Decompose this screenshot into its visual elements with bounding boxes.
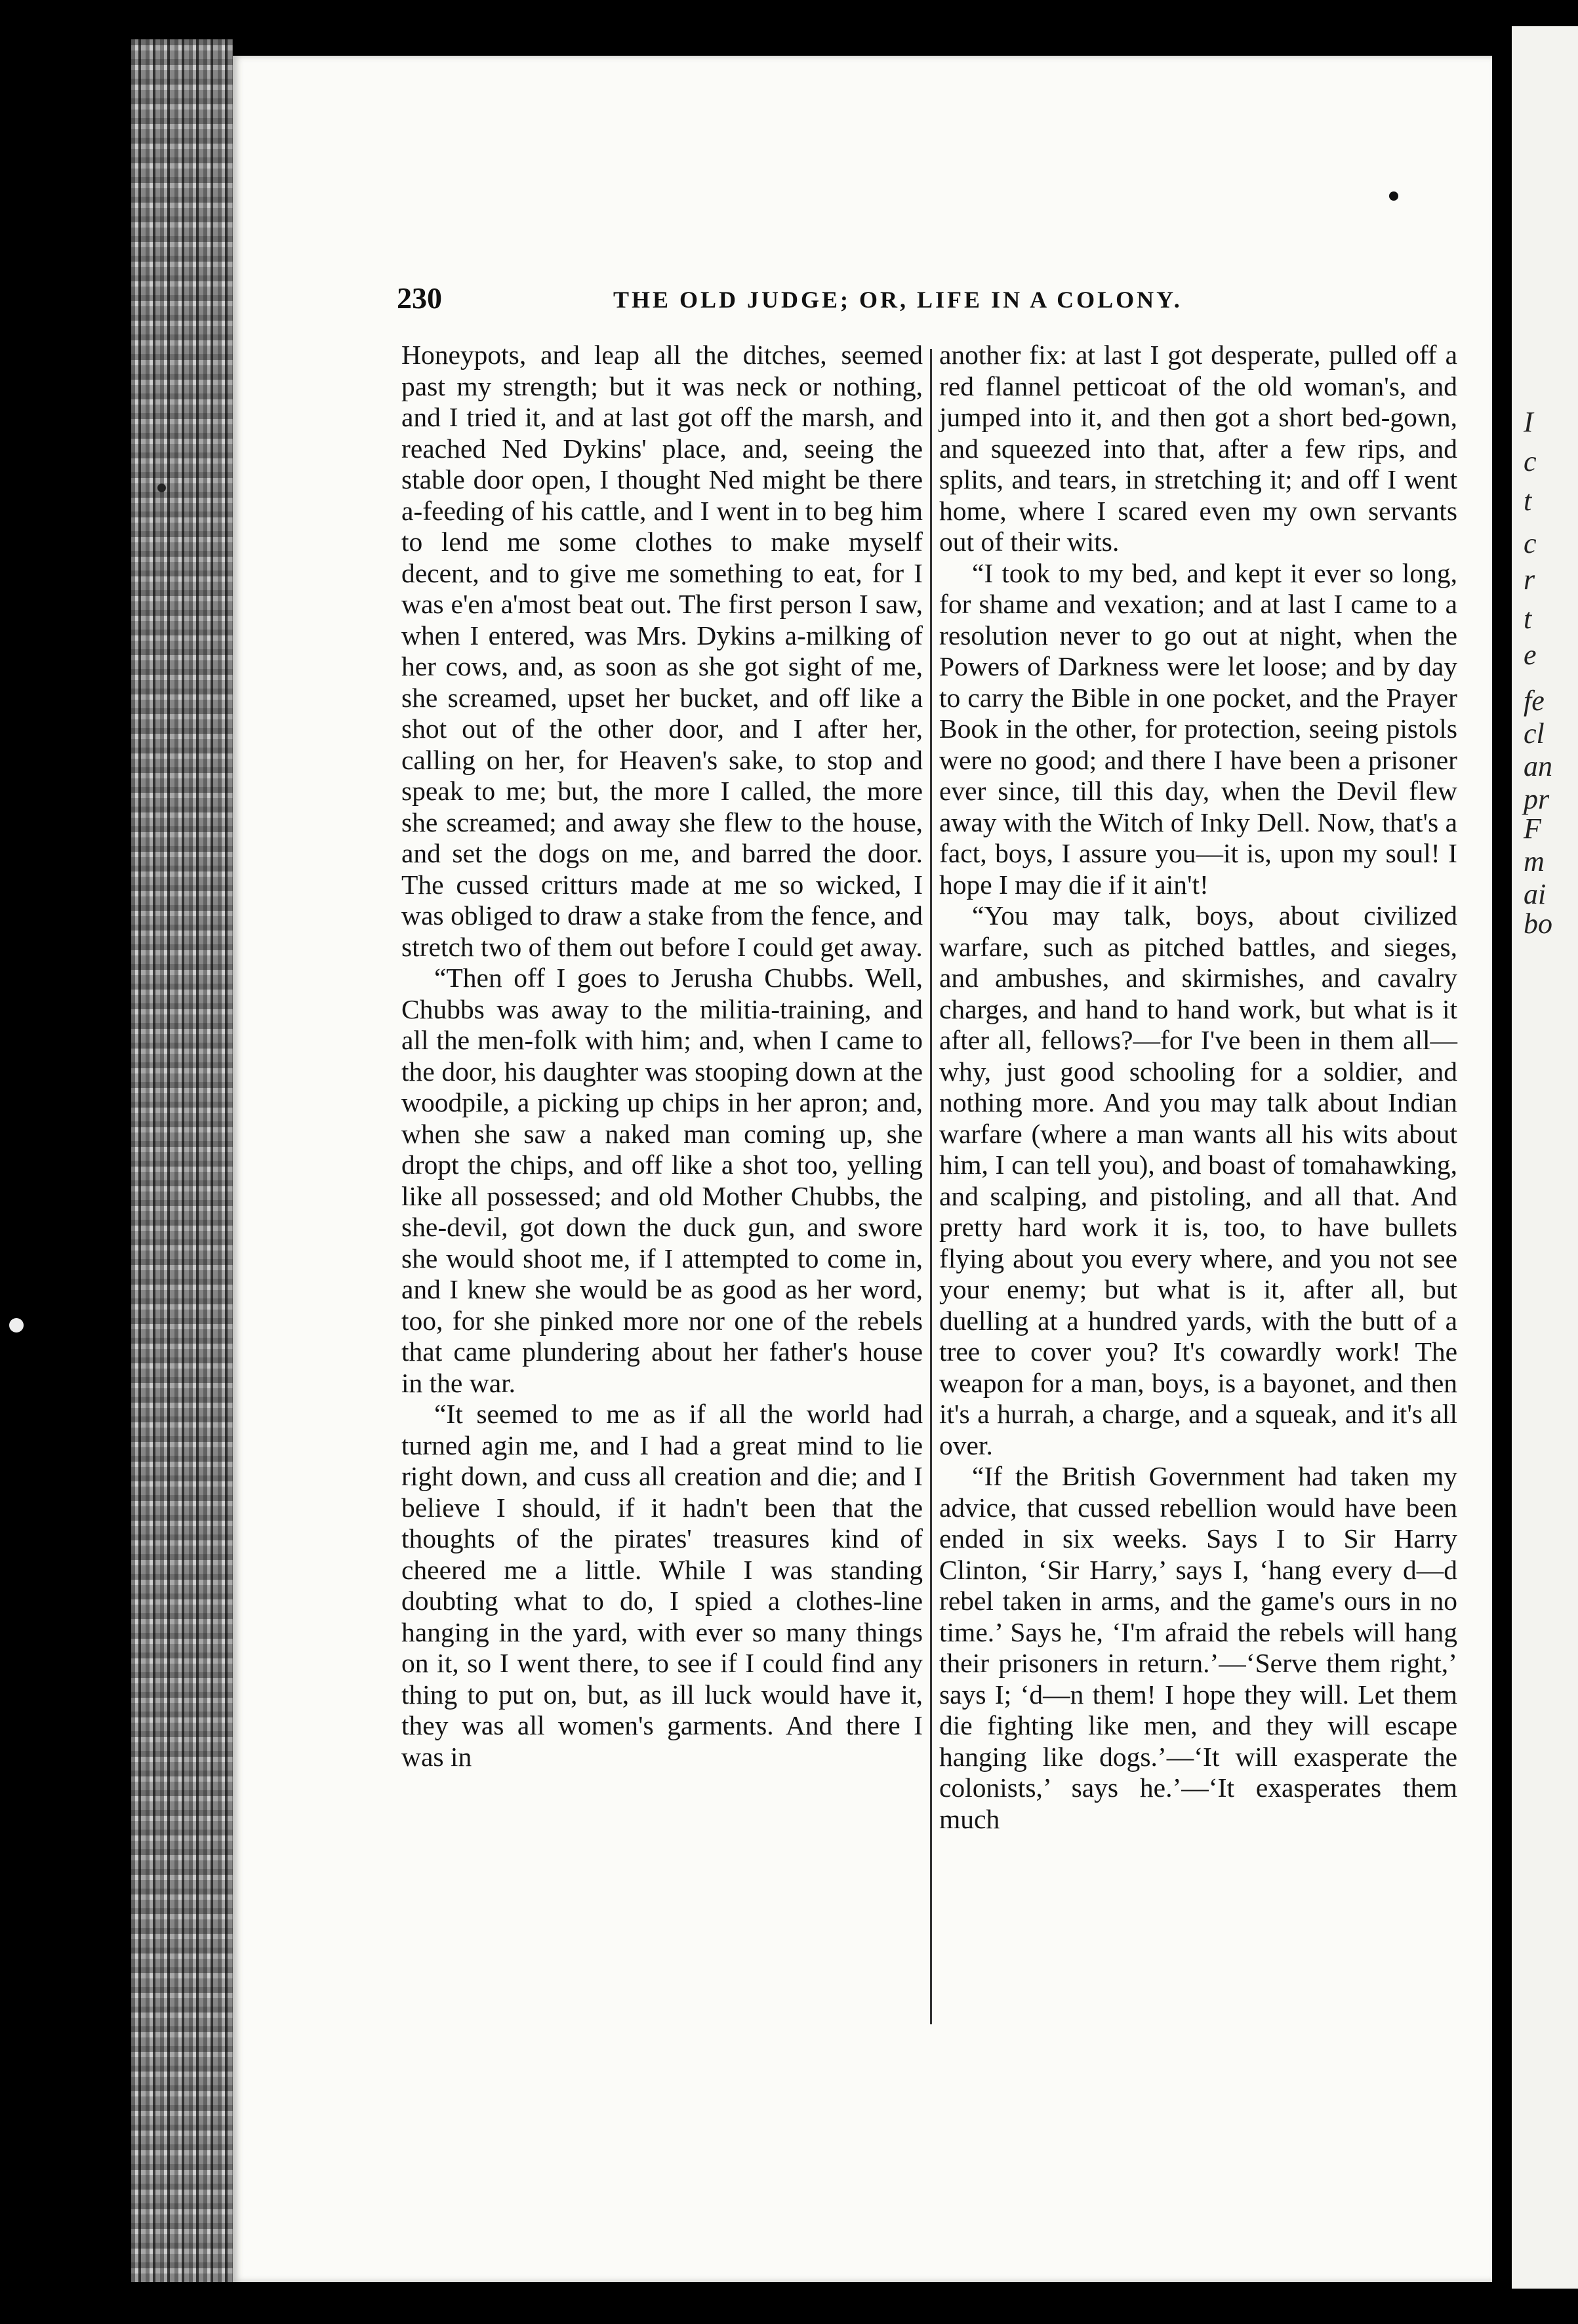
margin-letter: c: [1524, 527, 1537, 559]
running-title: THE OLD JUDGE; OR, LIFE IN A COLONY.: [613, 287, 1183, 313]
paragraph: “It seemed to me as if all the world had turned agin me, and I had a great mind to lie right down, and cuss all creation and die; and I believe I should, if it hadn't been that the thoughts of the pirates' treasures kind of cheered me a little. While I was standing doubting what to do, I spied a clothes-line hanging in the yard, with ever so many things on it, so I went there, to see if I could find any thing to put on, but, as ill luck would have it, they was all women's garments. And there I was in: [401, 1399, 923, 1772]
margin-letter: an: [1524, 750, 1552, 782]
page-gutter: [1492, 26, 1512, 2289]
book-spine: [131, 39, 233, 2282]
margin-letter: r: [1524, 563, 1535, 595]
page-header: [397, 281, 1223, 320]
margin-letter: c: [1524, 445, 1537, 477]
page-number: 230: [397, 281, 442, 315]
margin-letter: e: [1524, 639, 1537, 671]
left-column: [401, 340, 923, 1773]
paragraph: “If the British Government had taken my advice, that cussed rebellion would have been ended in six weeks. Says I to Sir Harry Clinton, ‘Sir Harry,’ says I, ‘hang every d—d rebel taken in arms, and the game's ours in no time.’ Says he, ‘I'm afraid the rebels will hang their prisoners in return.’—‘Serve them right,’ says I; ‘d—n them! I hope they will. Let them die fighting like men, and they will escape hanging like dogs.’—‘It will exasperate the colonists,’ says he.’—‘It exasperates them much: [939, 1461, 1457, 1834]
ink-speck: [1389, 191, 1398, 201]
right-column: [939, 340, 1457, 1835]
margin-letter: I: [1524, 406, 1533, 438]
paragraph: another fix: at last I got desperate, pulled off a red flannel petticoat of the old woman's, and jumped into it, and then got a short bed-gown, and squeezed into that, after a few rips, and splits, and tears, in stretching it; and off I went home, where I scared even my own servants out of their wits.: [939, 340, 1457, 557]
paragraph: “Then off I goes to Jerusha Chubbs. Well, Chubbs was away to the militia-training, and all the men-folk with him; and, when I came to the door, his daughter was stooping down at the woodpile, a picking up chips in her apron; and, when she saw a naked man coming up, she dropt the chips, and off like a shot too, yelling like all possessed; and old Mother Chubbs, the she-devil, got down the duck gun, and swore she would shoot me, if I attempted to come in, and I knew she would be as good as her word, too, for she pinked more nor one of the rebels that came plundering about her father's house in the war.: [401, 963, 923, 1398]
margin-letter: t: [1524, 603, 1532, 635]
margin-letter: bo: [1524, 908, 1552, 940]
column-divider: [930, 349, 932, 2024]
facing-page-fragment: [1512, 26, 1578, 2289]
paragraph: “You may talk, boys, about civilized warfare, such as pitched battles, and sieges, and ambushes, and skirmishes, and cavalry charges, and hand to hand work, but what is it after all, fellows?—for I've been in them all—why, just good schooling for a soldier, and nothing more. And you may talk about Indian warfare (where a man wants all his wits about him, I can tell you), and boast of tomahawking, and scalping, and pistoling, and all that. And pretty hard work it is, too, to have bullets flying about you every where, and you not see your enemy; but what is it, after all, but duelling at a hundred yards, with the butt of a tree to cover you? It's cowardly work! The weapon for a man, boys, is a bayonet, and then it's a hurrah, a charge, and a squeak, and it's all over.: [939, 900, 1457, 1460]
paragraph: Honeypots, and leap all the ditches, seemed past my strength; but it was neck or nothing, and I tried it, and at last got off the marsh, and reached Ned Dykins' place, and, seeing the stable door open, I thought Ned might be there a-feeding of his cattle, and I went in to beg him to lend me some clothes to make myself decent, and to give me something to eat, for I was e'en a'most beat out. The first person I saw, when I entered, was Mrs. Dykins a-milking of her cows, and, as soon as she got sight of me, she screamed, upset her bucket, and off like a shot out of the other door, and I after her, calling on her, for Heaven's sake, to stop and speak to me; but, the more I called, the more she screamed; and away she flew to the house, and set the dogs on me, and barred the door. The cussed critturs made at me so wicked, I was obliged to draw a stake from the fence, and stretch two of them out before I could get away.: [401, 340, 923, 962]
margin-letter: cl: [1524, 717, 1545, 750]
margin-letter: fe: [1524, 685, 1545, 717]
margin-letter: pr: [1524, 783, 1550, 815]
margin-letter: ai: [1524, 878, 1547, 910]
paragraph: “I took to my bed, and kept it ever so long, for shame and vexation; and at last I came to a resolution never to go out at night, when the Powers of Darkness were let loose; and by day to carry the Bible in one pocket, and the Prayer Book in the other, for protection, seeing pistols were no good; and there I have been a prisoner ever since, till this day, when the Devil flew away with the Witch of Inky Dell. Now, that's a fact, boys, I assure you—it is, upon my soul! I hope I may die if it ain't!: [939, 557, 1457, 900]
margin-letter: m: [1524, 845, 1545, 877]
margin-letter: F: [1524, 812, 1541, 845]
margin-letter: t: [1524, 485, 1532, 517]
scan-speck: [9, 1318, 24, 1332]
